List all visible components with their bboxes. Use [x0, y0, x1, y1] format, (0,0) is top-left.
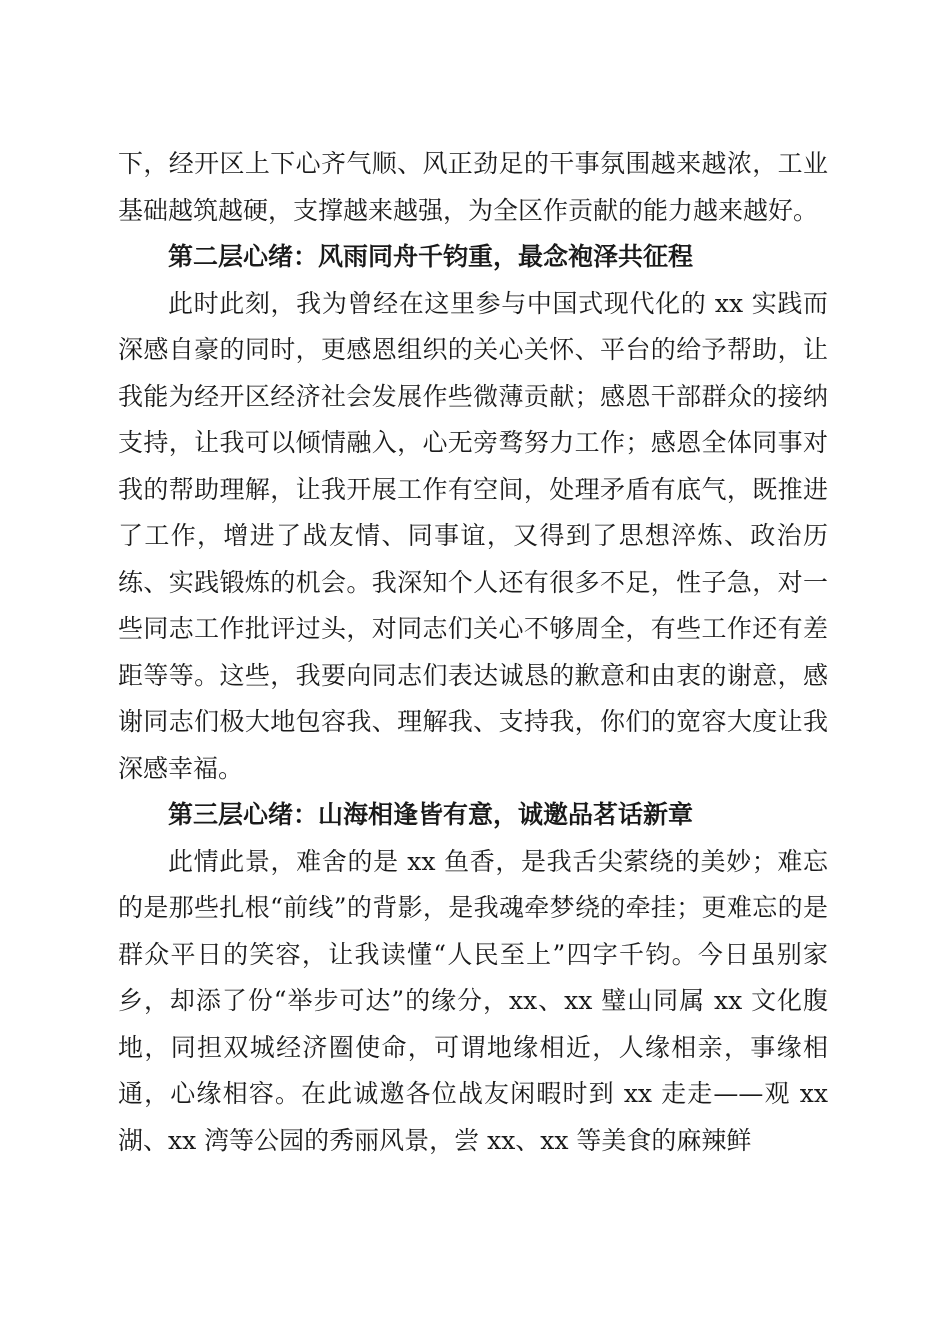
document-body: [118, 141, 828, 1164]
section-heading-third: 第三层心绪：山海相逢皆有意，诚邀品茗话新章: [168, 800, 694, 829]
paragraph-third-section: 此情此景，难舍的是 xx 鱼香，是我舌尖萦绕的美妙；难忘的是那些扎根“前线”的背影，是我魂牵梦绕的牵挂；更难忘的是群众平日的笑容，让我读懂“人民至上”四字千钧。今日虽别家乡，却添了份“举步可达”的缘分，xx、xx 璧山同属 xx 文化腹地，同担双城经济圈使命，可谓地缘相近，人缘相亲，事缘相通，心缘相容。在此诚邀各位战友闲暇时到 xx 走走——观 xx 湖、xx 湾等公园的秀丽风景，尝 xx、xx 等美食的麻辣鲜: [118, 846, 828, 1155]
paragraph-continuation: 下，经开区上下心齐气顺、风正劲足的干事氛围越来越浓，工业基础越筑越硬，支撑越来越强，为全区作贡献的能力越来越好。: [118, 149, 828, 225]
paragraph-second-section: 此时此刻，我为曾经在这里参与中国式现代化的 xx 实践而深感自豪的同时，更感恩组织的关心关怀、平台的给予帮助，让我能为经开区经济社会发展作些微薄贡献；感恩干部群众的接纳支持，让我可以倾情融入，心无旁骛努力工作；感恩全体同事对我的帮助理解，让我开展工作有空间，处理矛盾有底气，既推进了工作，增进了战友情、同事谊，又得到了思想淬炼、政治历练、实践锻炼的机会。我深知个人还有很多不足，性子急，对一些同志工作批评过头，对同志们关心不够周全，有些工作还有差距等等。这些，我要向同志们表达诚恳的歉意和由衷的谢意，感谢同志们极大地包容我、理解我、支持我，你们的宽容大度让我深感幸福。: [118, 288, 828, 783]
section-heading-second: 第二层心绪：风雨同舟千钧重，最念袍泽共征程: [168, 242, 694, 271]
